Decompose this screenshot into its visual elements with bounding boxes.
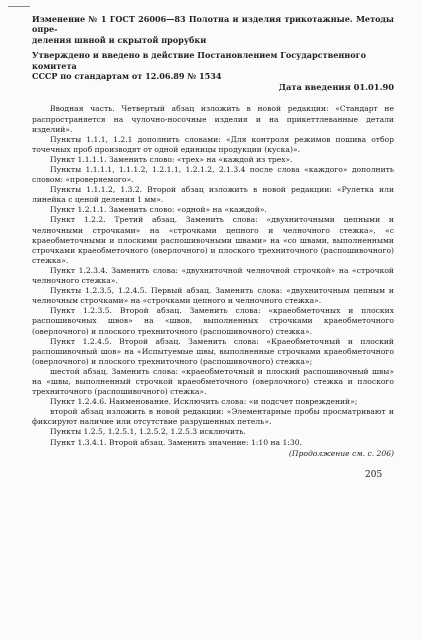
approval-statement [32,50,394,81]
header-line: Изменение № 1 ГОСТ 26006—83 Полотна и изделия трикотажные. Методы опре- [32,14,394,35]
approval-line: СССР по стандартам от 12.06.89 № 1534 [32,71,222,82]
paragraph: Пункты 1.1.1.1, 1.1.1.2, 1.2.1.1, 1.2.1.2, 2.1.3.4 после слова «каждого» дополнить словом: «проверяемого». [32,165,394,185]
paragraph: Пункты 1.1.1, 1.2.1 дополнить словами: «Для контроля режимов пошива отбор точечных проб производят от одной единицы продукции (куска)». [32,134,394,154]
document-body [32,104,394,458]
paragraph: Пункт 1.2.4.5. Второй абзац. Заменить слова: «Краеобметочный и плоский распошивочный шов» на «Испытуемые швы, выполненные строчками краеобметочного (оверлочного) и плоского трехниточного (распошивочного) стежка»; [32,336,394,366]
effective-date: Дата введения 01.01.90 [278,82,394,93]
page-number: 205 [365,470,383,480]
paragraph: шестой абзац. Заменить слова: «краеобметочный и плоский распошивочный швы» на «швы, выполненный строчкой краеобметочного (оверлочного) стежка и плоского трехниточного (распошивочного) стежка». [32,366,394,397]
paragraph: второй абзац изложить в новой редакции: «Элементарные пробы просматривают и фиксируют наличие или отсутствие разрушенных петель». [32,407,394,427]
paragraph: Пункт 1.1.1.1. Заменить слово: «трех» на «каждой из трех». [50,154,293,164]
continuation-note: (Продолжение см. с. 206) [288,448,394,458]
paragraph: Пункты 1.2.3.5, 1.2.4.5. Первый абзац. Заменить слова: «двухниточным цепным и челночным строчками» на «строчками цепного и челночного стежка». [32,286,394,306]
top-rule [8,6,30,7]
document-page [32,14,394,459]
paragraph: Пункты 1.1.1.2, 1.3.2. Второй абзац изложить в новой редакции: «Рулетка или линейка с ценой деления 1 мм». [32,185,394,205]
paragraph: Пункт 1.2.4.6. Наименование. Исключить слова: «и подсчет повреждений»; [50,397,358,407]
paragraph: Пункт 1.2.2. Третий абзац. Заменить слова: «двухниточными цепными и челночными строчками» на «строчками цепного и челночного стежка», «с краеобметочными и плоскими распошивочными швами» на «со швами, выполненными строчками краеобметочного (оверлочного) и плоского трехниточного (распошивочного) стежка». [32,215,394,265]
approval-line: Утверждено и введено в действие Постановлением Государственного комитета [32,50,366,71]
document-header [32,14,394,45]
paragraph: Пункты 1.2.5, 1.2.5.1, 1.2.5.2, 1.2.5.3 исключить. [50,427,246,437]
paragraph: Пункт 1.2.1.1. Заменить слово: «одной» на «каждой». [50,205,267,215]
header-line: деления швной и скрытой прорубки [32,34,207,45]
paragraph: Пункт 1.2.3.4. Заменить слова: «двухниточной челночной строчкой» на «строчкой челночного стежка». [32,265,394,286]
paragraph: Пункт 1.3.4.1. Второй абзац. Заменить значение: 1:10 на 1:30. [50,437,302,447]
paragraph: Вводная часть. Четвертый абзац изложить в новой редакции: «Стандарт не распространяется на чулочно-носочные изделия и на прикеттлеванные детали изделий». [32,104,394,134]
paragraph: Пункт 1.2.3.5. Второй абзац. Заменить слова: «краеобметочных и плоских распошивочных швов» на «швов, выполненных строчками краеобметочного (оверлочного) и плоского трехниточного (распошивочного) стежка». [32,306,394,336]
